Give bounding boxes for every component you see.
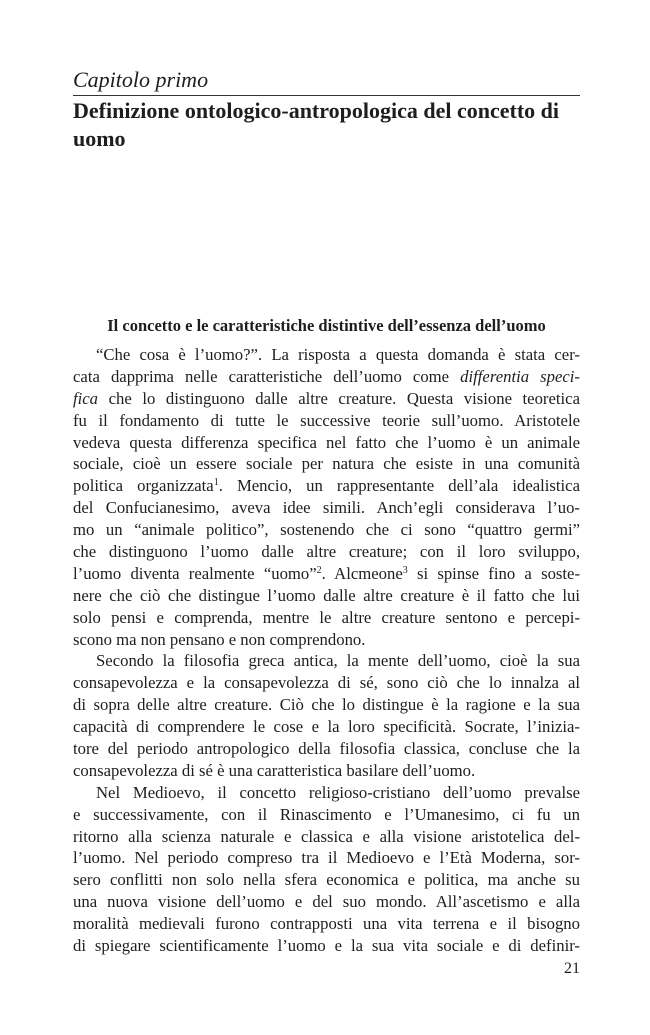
italic-text: fica (73, 388, 99, 408)
text-line (73, 629, 580, 651)
text-segment: cata dapprima nelle caratteristiche dell’uomo come (73, 366, 461, 386)
text-line (73, 344, 580, 366)
italic-text: differentia speci- (460, 366, 580, 386)
text-line (73, 935, 580, 957)
text-line (73, 607, 580, 629)
footnote-marker[interactable]: 3 (402, 564, 408, 576)
footnote-marker[interactable]: 1 (213, 477, 219, 489)
text-line (73, 672, 580, 694)
section-heading: Il concetto e le caratteristiche distintive dell’essenza dell’uomo (107, 316, 546, 335)
text-segment: fu il fondamento di tutte le successive teorie sull’uomo. Aristotele (73, 410, 580, 430)
text-line (73, 388, 580, 410)
text-line (73, 497, 580, 519)
text-segment: moralità medievali furono contrapposti una vita terrena e il bisogno (73, 914, 580, 934)
text-segment: “Che cosa è l’uomo?”. La risposta a questa domanda è stata cer- (96, 345, 580, 364)
text-line (73, 869, 580, 891)
page-number: 21 (564, 960, 580, 977)
text-segment: sero conflitti non solo nella sfera economica e politica, ma anche su (73, 870, 580, 890)
text-segment: . Alcmeone (321, 563, 403, 583)
text-segment: consapevolezza e la consapevolezza di sé, sono ciò che lo innalza al (73, 673, 580, 693)
chapter-divider (73, 95, 580, 96)
text-segment: consapevolezza di sé è una caratteristica basilare dell’uomo. (73, 760, 476, 780)
text-segment: . Mencio, un rappresentante dell’ala idealistica (218, 476, 580, 496)
text-segment: mo un “animale politico”, sostenendo che ci sono “quattro germi” (73, 520, 580, 540)
text-line (73, 453, 580, 475)
text-line (73, 410, 580, 432)
text-segment: l’uomo. Nel periodo compreso tra il Medioevo e l’Età Moderna, sor- (73, 848, 580, 868)
text-line (73, 694, 580, 716)
text-segment: si spinse fino a soste- (407, 563, 581, 583)
text-line (73, 716, 580, 738)
text-line (73, 782, 580, 804)
text-line (73, 891, 580, 913)
text-line (73, 760, 580, 782)
text-line (73, 563, 580, 585)
text-segment: politica organizzata (73, 476, 214, 496)
footnote-marker[interactable]: 2 (316, 564, 322, 576)
text-segment: ritorno alla scienza naturale e classica e alla visione aristotelica del- (73, 826, 580, 846)
text-segment: del Confucianesimo, aveva idee simili. Anch’egli considerava l’uo- (73, 498, 580, 518)
body-text (73, 344, 580, 957)
text-line (73, 366, 580, 388)
text-line (73, 738, 580, 760)
text-segment: l’uomo diventa realmente “uomo” (73, 563, 317, 583)
text-segment: tore del periodo antropologico della filosofia classica, concluse che la (73, 739, 580, 759)
text-line (73, 475, 580, 497)
chapter-title: Definizione ontologico-antropologica del concetto di uomo (73, 98, 559, 151)
text-line (73, 913, 580, 935)
text-segment: vedeva questa differenza specifica nel fatto che l’uomo è un animale (73, 432, 580, 452)
chapter-label: Capitolo primo (73, 67, 209, 92)
text-line (73, 650, 580, 672)
text-line (73, 519, 580, 541)
text-segment: una nuova visione dell’uomo e del suo mondo. All’ascetismo e alla (73, 892, 580, 912)
text-segment: scono ma non pensano e non comprendono. (73, 629, 366, 649)
text-segment: di sopra delle altre creature. Ciò che lo distingue è la ragione e la sua (73, 695, 580, 715)
text-segment: sociale, cioè un essere sociale per natura che esiste in una comunità (73, 454, 580, 474)
text-segment: solo pensi e comprenda, mentre le altre creature sentono e percepi- (73, 607, 580, 627)
text-line (73, 585, 580, 607)
text-line (73, 847, 580, 869)
text-line (73, 826, 580, 848)
text-segment: capacità di comprendere le cose e la loro specificità. Socrate, l’inizia- (73, 717, 580, 737)
text-segment: che lo distinguono dalle altre creature. Questa visione teoretica (98, 388, 580, 408)
text-line (73, 432, 580, 454)
text-line (73, 541, 580, 563)
text-segment: che distinguono l’uomo dalle altre creature; con il loro sviluppo, (73, 542, 580, 562)
text-segment: nere che ciò che distingue l’uomo dalle altre creature è il fatto che lui (73, 585, 580, 605)
text-segment: e successivamente, con il Rinascimento e l’Umanesimo, ci fu un (73, 804, 580, 824)
text-segment: Nel Medioevo, il concetto religioso-cristiano dell’uomo prevalse (96, 782, 580, 802)
text-line (73, 804, 580, 826)
text-segment: di spiegare scientificamente l’uomo e la sua vita sociale e di definir- (73, 936, 580, 956)
text-segment: Secondo la filosofia greca antica, la mente dell’uomo, cioè la sua (96, 651, 580, 671)
